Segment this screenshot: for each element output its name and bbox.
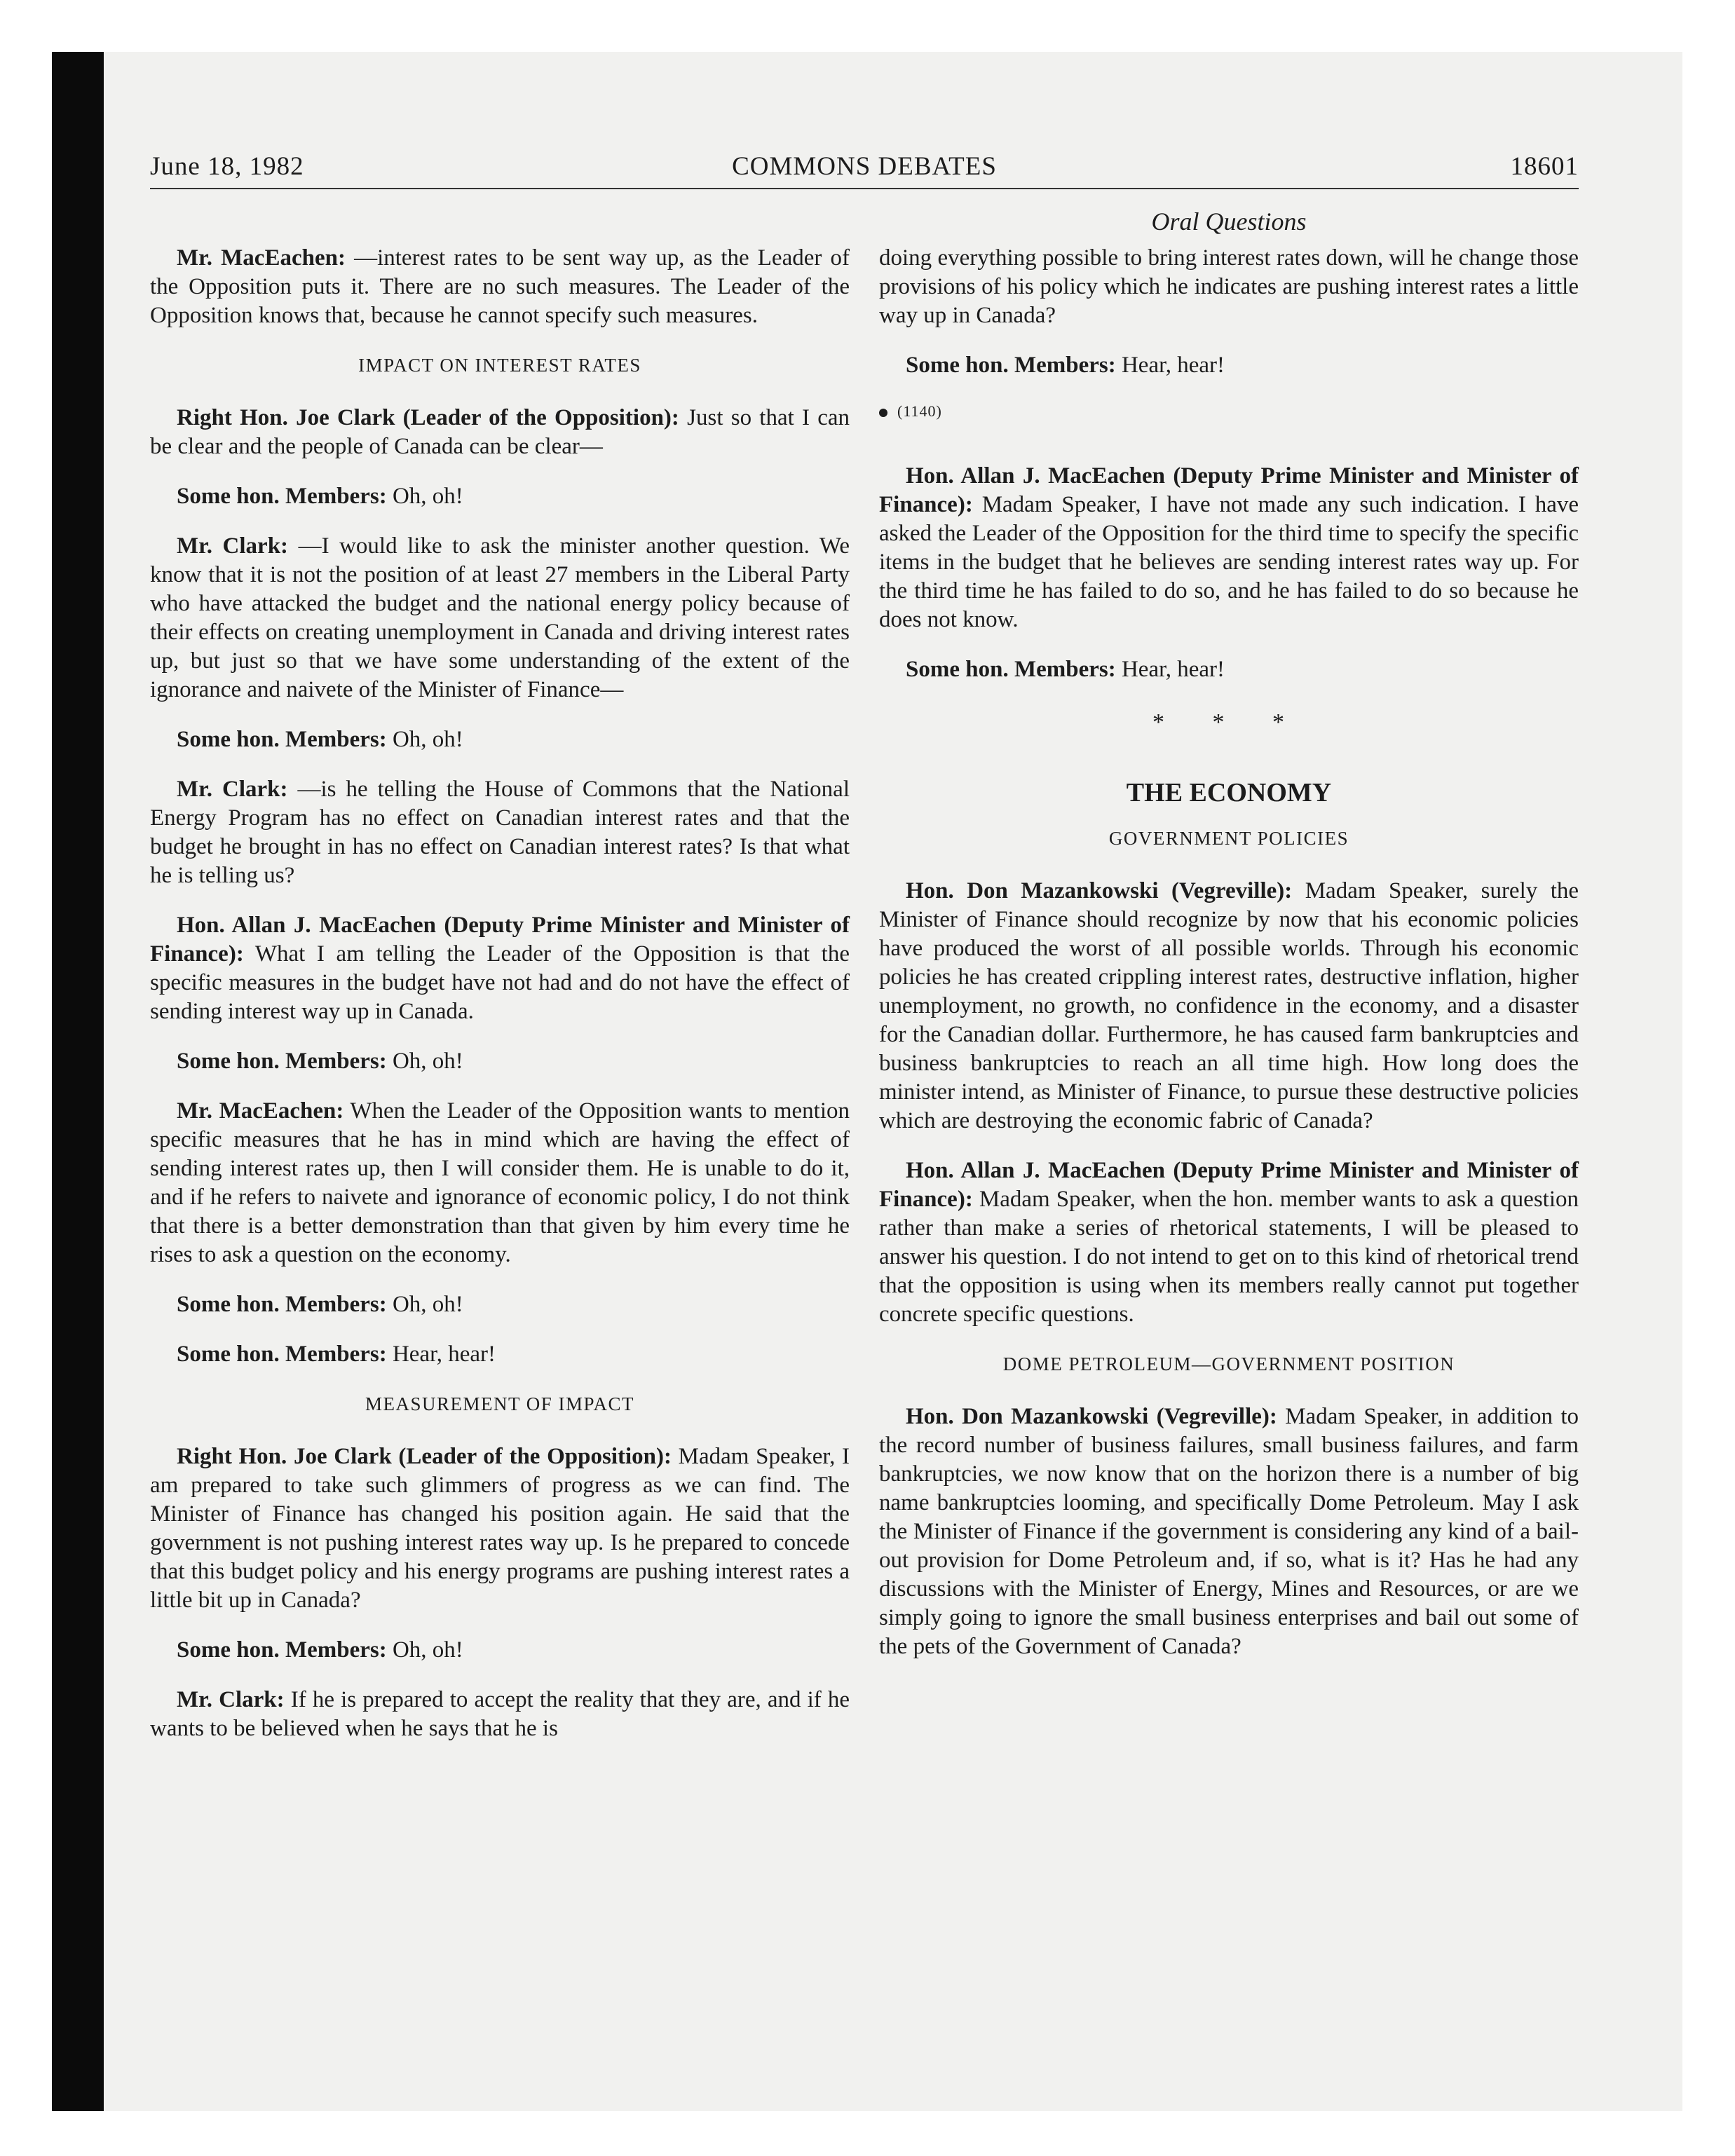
right-column: [879, 207, 1579, 1682]
bullet-dot-icon: [879, 409, 887, 417]
speech-text: —I would like to ask the minister another question. We know that it is not the position of at least 27 members in the Liberal Party who have attacked the budget and the national energy policy because of their effects on creating unemployment in Canada and driving interest rates up, but just so that we have some understanding of the extent of the ignorance and naivete of the Minister of Finance—: [150, 533, 850, 702]
section-subheading: IMPACT ON INTEREST RATES: [358, 355, 641, 376]
speaker-name: Mr. Clark:: [177, 1687, 285, 1712]
left-column: [150, 207, 850, 1764]
speech-text: Oh, oh!: [392, 1637, 463, 1663]
speech-paragraph: [150, 1047, 850, 1076]
section-subheading: MEASUREMENT OF IMPACT: [365, 1393, 635, 1414]
speech-text: Just so that I can be clear and the people of Canada can be clear—: [150, 405, 850, 459]
speech-paragraph: [879, 1403, 1579, 1661]
time-marker-text: (1140): [897, 402, 942, 420]
speaker-name: Some hon. Members:: [177, 727, 387, 752]
column-top-spacer: [150, 207, 850, 244]
speech-text: Madam Speaker, in addition to the record number of business failures, small business failures, and farm bankruptcies, we now know that on the horizon there is a number of big name bankruptcies looming, and specifically Dome Petroleum. May I ask the Minister of Finance if the government is considering any kind of a bail-out provision for Dome Petroleum and, if so, what is it? Has he had any discussions with the Minister of Energy, Mines and Resources, or are we simply going to ignore the small business enterprises and bail out some of the pets of the Government of Canada?: [879, 1404, 1579, 1659]
speaker-name: Hon. Don Mazankowski (Vegreville):: [906, 878, 1293, 903]
speech-text: Madam Speaker, when the hon. member wants to ask a question rather than make a series of rhetorical statements, I will be pleased to answer his question. I do not intend to get on to this kind of rhetorical trend that the opposition is using when its members really cannot put together concrete specific questions.: [879, 1187, 1579, 1327]
speech-paragraph: [150, 482, 850, 511]
section-heading: THE ECONOMY: [1126, 778, 1332, 807]
speaker-name: Some hon. Members:: [177, 484, 387, 509]
speaker-name: Hon. Allan J. MacEachen (Deputy Prime Minister and Minister of Finance):: [879, 463, 1579, 517]
speech-paragraph: [150, 911, 850, 1026]
continued-speech-text: doing everything possible to bring interest rates down, will he change those provisions of his policy which he indicates are pushing interest rates a little way up in Canada?: [879, 245, 1579, 328]
speaker-name: Right Hon. Joe Clark (Leader of the Opposition):: [177, 405, 679, 430]
speech-paragraph: [150, 1686, 850, 1743]
speech-text: Madam Speaker, I have not made any such indication. I have asked the Leader of the Opposition for the third time to specify the specific items in the budget that he believes are sending interest rates way up. For the third time he has failed to do so, and he has failed to do so because he does not know.: [879, 492, 1579, 632]
speech-text: —is he telling the House of Commons that the National Energy Program has no effect on Canadian interest rates and that the budget he brought in has no effect on Canadian interest rates? Is that what he is telling us?: [150, 777, 850, 888]
speech-paragraph: [879, 462, 1579, 634]
speech-text: Madam Speaker, surely the Minister of Finance should recognize by now that his economic policies have produced the worst of all possible worlds. Through his economic policies he has created crippling interest rates, destructive inflation, higher unemployment, no growth, no confidence in the economy, and a disaster for the Canadian dollar. Furthermore, he has caused farm bankruptcies and business bankruptcies to reach an all time high. How long does the minister intend, as Minister of Finance, to pursue these destructive policies which are destroying the economic fabric of Canada?: [879, 878, 1579, 1133]
speech-text: Hear, hear!: [392, 1342, 496, 1367]
speech-paragraph: [150, 725, 850, 754]
running-header: [150, 151, 1579, 189]
speech-paragraph: [879, 1157, 1579, 1329]
speech-paragraph: [150, 244, 850, 330]
speaker-name: Some hon. Members:: [177, 1342, 387, 1367]
speaker-name: Mr. Clark:: [177, 533, 289, 559]
speech-text: Hear, hear!: [1121, 657, 1225, 682]
speech-text: Oh, oh!: [392, 484, 463, 509]
header-publication-title: COMMONS DEBATES: [732, 152, 997, 181]
speech-paragraph: [150, 404, 850, 461]
speaker-name: Some hon. Members:: [177, 1292, 387, 1317]
speaker-name: Some hon. Members:: [177, 1637, 387, 1663]
speech-text: —interest rates to be sent way up, as the Leader of the Opposition puts it. There are no such measures. The Leader of the Opposition knows that, because he cannot specify such measures.: [150, 245, 850, 328]
speech-text: What I am telling the Leader of the Opposition is that the specific measures in the budget have not had and do not have the effect of sending interest way up in Canada.: [150, 941, 850, 1024]
speech-paragraph: [150, 1290, 850, 1319]
header-date: June 18, 1982: [150, 152, 304, 181]
time-marker: [879, 397, 1579, 425]
speech-text: When the Leader of the Opposition wants to mention specific measures that he has in mind which are having the effect of sending interest rates up, then I will consider them. He is unable to do it, and if he refers to naivete and ignorance of economic policy, I do not think that there is a better demonstration than that given by him every time he rises to ask a question on the economy.: [150, 1098, 850, 1267]
speech-paragraph: [879, 877, 1579, 1135]
speaker-name: Hon. Allan J. MacEachen (Deputy Prime Minister and Minister of Finance):: [879, 1158, 1579, 1212]
speaker-name: Hon. Don Mazankowski (Vegreville):: [906, 1404, 1277, 1429]
speaker-name: Right Hon. Joe Clark (Leader of the Opposition):: [177, 1444, 672, 1469]
section-divider-stars: * * *: [1152, 709, 1305, 735]
header-page-number: 18601: [1510, 152, 1579, 181]
speech-paragraph: [150, 532, 850, 704]
speaker-name: Some hon. Members:: [177, 1049, 387, 1074]
section-subheading: DOME PETROLEUM—GOVERNMENT POSITION: [1002, 1353, 1455, 1374]
section-subheading: GOVERNMENT POLICIES: [1108, 828, 1349, 849]
speech-text: Oh, oh!: [392, 1292, 463, 1317]
speech-paragraph: [150, 1340, 850, 1369]
speaker-name: Mr. Clark:: [177, 777, 288, 802]
section-label-oral-questions: Oral Questions: [1151, 207, 1307, 236]
speaker-name: Mr. MacEachen:: [177, 245, 346, 271]
speaker-name: Mr. MacEachen:: [177, 1098, 344, 1124]
speaker-name: Hon. Allan J. MacEachen (Deputy Prime Minister and Minister of Finance):: [150, 913, 850, 967]
speaker-name: Some hon. Members:: [906, 353, 1116, 378]
speech-text: Madam Speaker, I am prepared to take such glimmers of progress as we can find. The Minister of Finance has changed his position again. He said that the government is not pushing interest rates way up. Is he prepared to concede that this budget policy and his energy programs are pushing interest rates a little bit up in Canada?: [150, 1444, 850, 1613]
speaker-name: Some hon. Members:: [906, 657, 1116, 682]
speech-text: Oh, oh!: [392, 1049, 463, 1074]
speech-paragraph: [879, 655, 1579, 684]
speech-paragraph: [150, 1097, 850, 1269]
speech-paragraph: [150, 1442, 850, 1615]
speech-text: Oh, oh!: [392, 727, 463, 752]
speech-paragraph: [150, 775, 850, 890]
speech-paragraph: [879, 351, 1579, 380]
speech-text: Hear, hear!: [1121, 353, 1225, 378]
speech-text: If he is prepared to accept the reality that they are, and if he wants to be believed when he says that he is: [150, 1687, 850, 1741]
speech-paragraph: [150, 1636, 850, 1665]
binding-edge-shadow: [52, 52, 104, 2111]
